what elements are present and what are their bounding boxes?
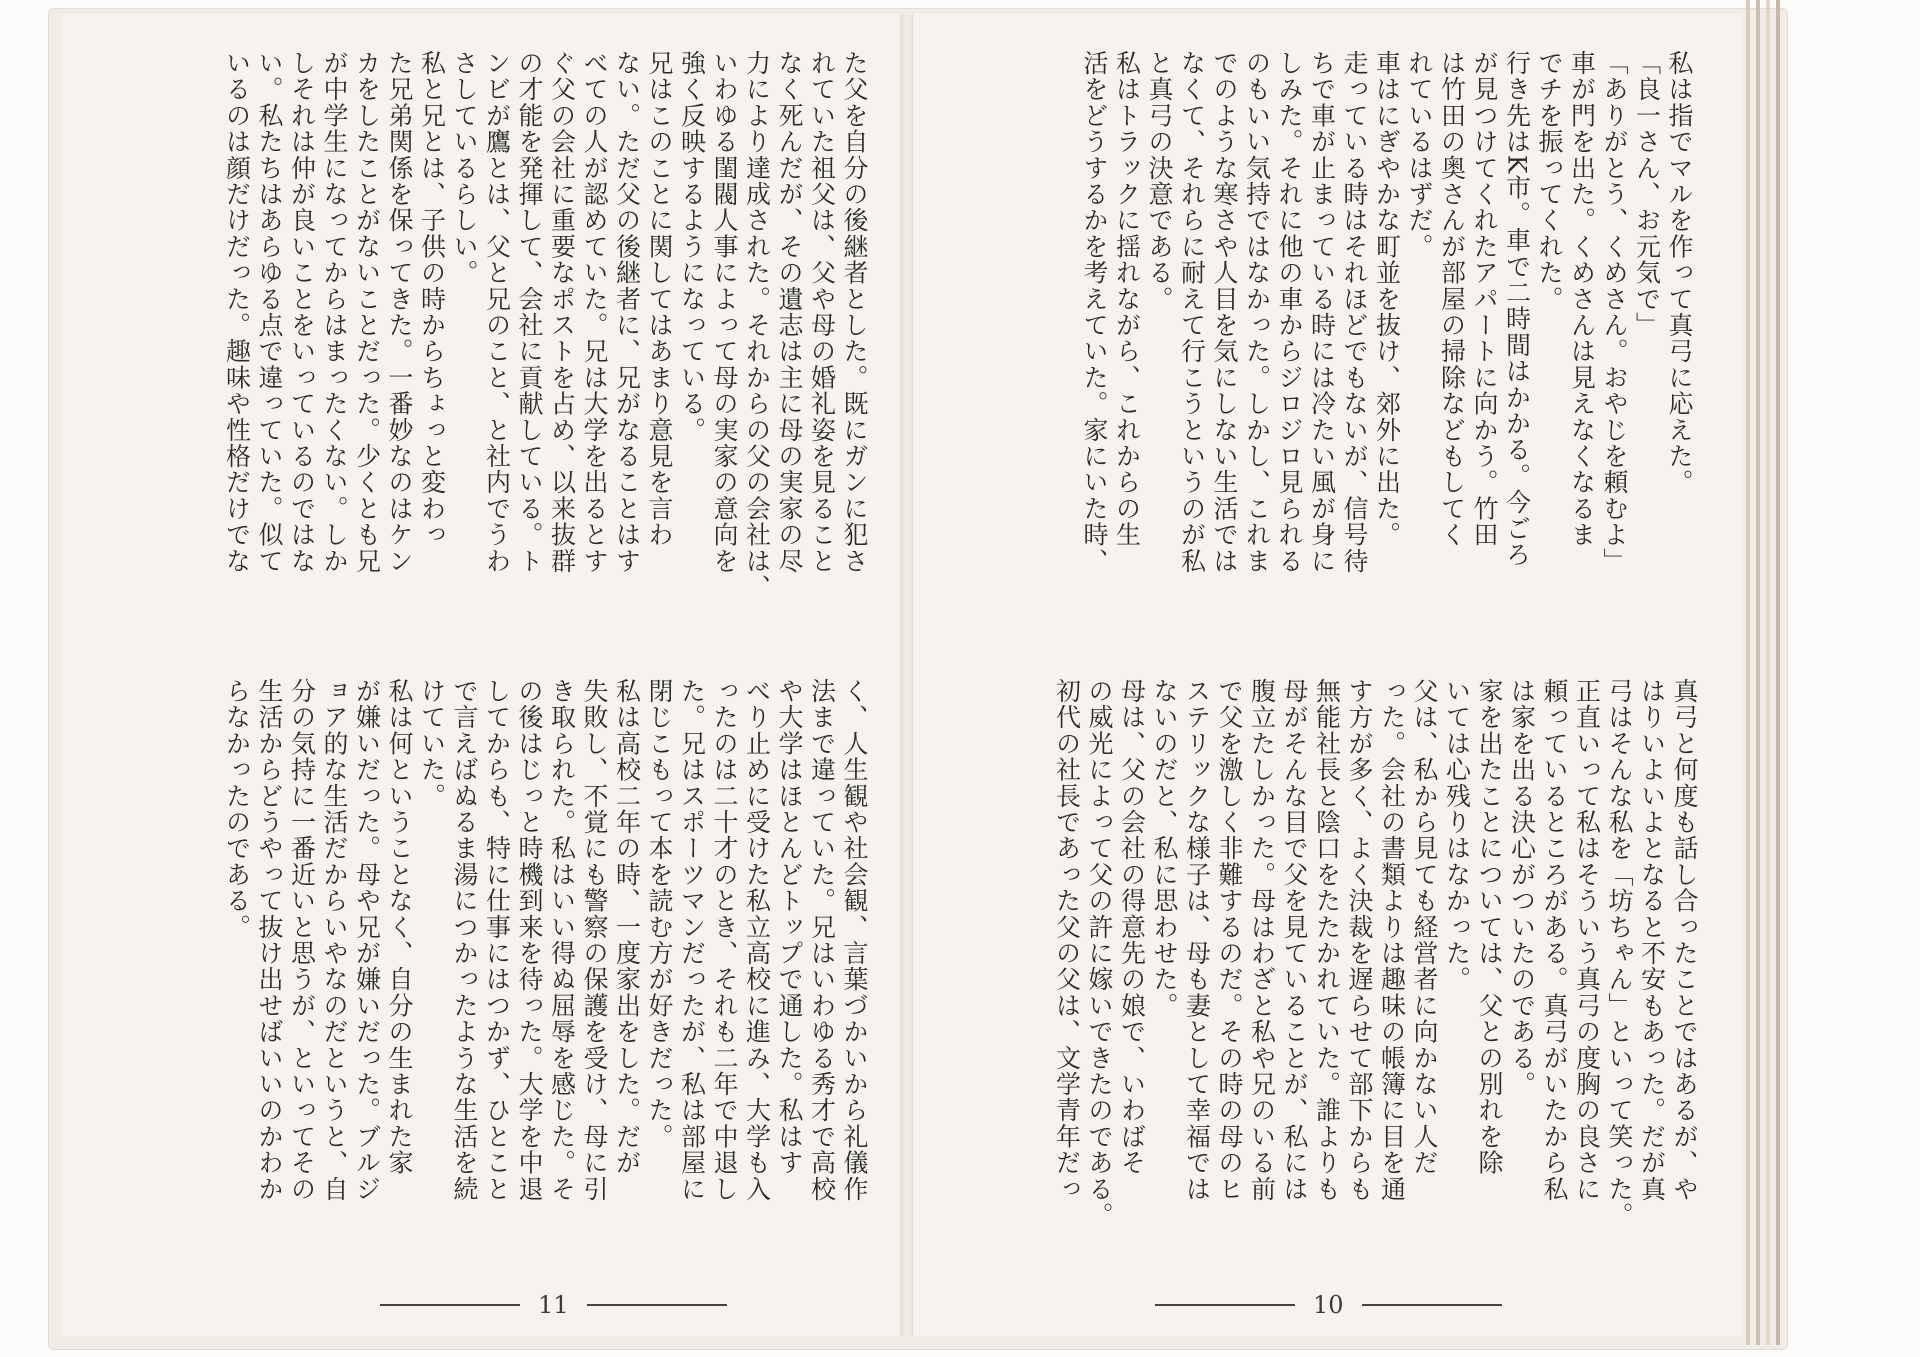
folio-rule bbox=[1362, 1304, 1502, 1306]
right-page-lower-text bbox=[940, 678, 1700, 1276]
text-line: 失敗し、不覚にも警察の保護を受け、母に引 bbox=[580, 678, 609, 1202]
text-line: 無能社長と陰口をたたかれていた。誰よりも bbox=[1312, 678, 1342, 1202]
text-line: 法まで違っていた。兄はいわゆる秀才で高校 bbox=[807, 678, 837, 1202]
text-line: なくて、それらに耐えて行こうというのが私 bbox=[1177, 50, 1207, 574]
page-edge bbox=[1756, 0, 1760, 1345]
text-line: 活をどうするかを考えていた。家にいた時、 bbox=[1080, 50, 1109, 574]
text-line: ちで車が止まっている時には冷たい風が身に bbox=[1307, 50, 1337, 574]
text-line: さしているらしい。 bbox=[450, 50, 479, 286]
text-line: 私は高校二年の時、一度家出をした。だが bbox=[612, 678, 642, 1176]
text-line: はりいよいよとなると不安もあった。だが真 bbox=[1637, 678, 1667, 1202]
left-page-folio bbox=[380, 1290, 727, 1320]
text-line: 閉じこもって本を読む方が好きだった。 bbox=[645, 678, 674, 1150]
text-line: べり止めに受けた私立高校に進み、大学も入 bbox=[742, 678, 772, 1202]
text-line: 私と兄とは、子供の時からちょっと変わっ bbox=[417, 50, 447, 548]
text-line: は家を出る決心がついたのである。 bbox=[1507, 678, 1537, 1098]
text-line: 私は指でマルを作って真弓に応えた。 bbox=[1665, 50, 1694, 496]
text-line: ぐ父の会社に重要なポストを占め、以来抜群 bbox=[547, 50, 577, 574]
text-line: 走っている時はそれほどでもないが、信号待 bbox=[1340, 50, 1369, 574]
text-line: と真弓の決意である。 bbox=[1145, 50, 1174, 312]
text-line: なく死んだが、その遺志は主に母の実家の尽 bbox=[775, 50, 804, 574]
text-line: ンビが鷹とは、父と兄のこと、と社内でうわ bbox=[482, 50, 512, 574]
text-line: 母がそんな目で父を見ていることが、私には bbox=[1280, 678, 1309, 1202]
text-line: 父は、私から見ても経営者に向かない人だ bbox=[1410, 678, 1439, 1176]
page-edge bbox=[1746, 0, 1750, 1345]
text-line: べての人が認めていた。兄は大学を出るとす bbox=[580, 50, 609, 574]
folio-rule bbox=[1155, 1304, 1295, 1306]
text-line: の才能を発揮して、会社に貢献している。ト bbox=[515, 50, 544, 574]
text-line: ったのは二十才のとき、それも二年で中退し bbox=[710, 678, 739, 1202]
text-line: が嫌いだった。母や兄が嫌いだった。ブルジ bbox=[352, 678, 382, 1202]
text-line: った。会社の書類よりは趣味の帳簿に目を通 bbox=[1377, 678, 1407, 1202]
text-line: 車が門を出た。くめさんは見えなくなるま bbox=[1567, 50, 1597, 548]
folio-rule bbox=[587, 1304, 727, 1306]
text-line: しみた。それに他の車からジロジロ見られる bbox=[1275, 50, 1304, 574]
text-line: 腹立たしかった。母はわざと私や兄のいる前 bbox=[1247, 678, 1277, 1202]
left-page-lower-text bbox=[130, 678, 870, 1276]
text-line: 車はにぎやかな町並を抜け、郊外に出た。 bbox=[1372, 50, 1402, 548]
text-line: 行き先はK市。車で二時間はかかる。今ごろ bbox=[1502, 50, 1532, 568]
text-line: 生活からどうやって抜け出せばいいのかわか bbox=[255, 678, 284, 1202]
text-line: けていた。 bbox=[417, 678, 447, 809]
text-line: す方が多く、よく決裁を遅らせて部下からも bbox=[1345, 678, 1374, 1202]
text-line: らなかったのである。 bbox=[222, 678, 252, 940]
text-line: く、人生観や社会観、言葉づかいから礼儀作 bbox=[840, 678, 869, 1202]
text-line: 私は何ということなく、自分の生まれた家 bbox=[385, 678, 414, 1176]
text-line: でのような寒さや人目を気にしない生活では bbox=[1210, 50, 1239, 574]
text-line: れているはずだ。 bbox=[1405, 50, 1434, 260]
text-line: 分の気持に一番近いと思うが、といってその bbox=[287, 678, 317, 1202]
right-page-folio bbox=[1155, 1290, 1502, 1320]
text-line: 「ありがとう、くめさん。おやじを頼むよ」 bbox=[1600, 50, 1629, 574]
text-line: き取られた。私はいい得ぬ屈辱を感じた。そ bbox=[547, 678, 577, 1202]
page-number: 11 bbox=[538, 1291, 569, 1319]
text-line: で言えばぬるま湯につかったような生活を続 bbox=[450, 678, 479, 1202]
text-line: 弓はそんな私を「坊ちゃん」といって笑った。 bbox=[1605, 678, 1634, 1229]
text-line: ないのだと、私に思わせた。 bbox=[1150, 678, 1179, 1019]
text-line: が中学生になってからはまったくない。しか bbox=[320, 50, 349, 574]
text-line: 母は、父の会社の得意先の娘で、いわばそ bbox=[1117, 678, 1147, 1176]
text-line: いては心残りはなかった。 bbox=[1442, 678, 1472, 993]
text-line: ョア的な生活だからいやなのだというと、自 bbox=[320, 678, 349, 1202]
text-line: 家を出たことについては、父との別れを除 bbox=[1475, 678, 1504, 1176]
text-line: の威光によって父の許に嫁いできたのである。 bbox=[1085, 678, 1114, 1229]
text-line: 私はトラックに揺れながら、これからの生 bbox=[1112, 50, 1142, 548]
page-edge bbox=[1776, 0, 1780, 1345]
text-line: のもいい気持ではなかった。しかし、これま bbox=[1242, 50, 1272, 574]
text-line: いわゆる閨閥人事によって母の実家の意向を bbox=[710, 50, 739, 574]
text-line: 初代の社長であった父の父は、文学青年だっ bbox=[1052, 678, 1082, 1202]
text-line: れていた祖父は、父や母の婚礼姿を見ること bbox=[807, 50, 837, 574]
text-line: た兄弟関係を保ってきた。一番妙なのはケン bbox=[385, 50, 414, 574]
text-line: た。兄はスポーツマンだったが、私は部屋に bbox=[677, 678, 707, 1202]
folio-rule bbox=[380, 1304, 520, 1306]
text-line: で父を激しく非難するのだ。その時の母のヒ bbox=[1215, 678, 1244, 1202]
text-line: カをしたことがないことだった。少くとも兄 bbox=[352, 50, 382, 574]
text-line: しそれは仲が良いことをいっているのではな bbox=[287, 50, 317, 574]
text-line: ステリックな様子は、母も妻として幸福では bbox=[1182, 678, 1212, 1202]
text-line: 頼っているところがある。真弓がいたから私 bbox=[1540, 678, 1569, 1202]
text-line: 力により達成された。それからの父の会社は、 bbox=[742, 50, 772, 601]
text-line: ない。ただ父の後継者に、兄がなることはす bbox=[612, 50, 642, 574]
text-line: は竹田の奥さんが部屋の掃除などもしてく bbox=[1437, 50, 1467, 548]
text-line: 真弓と何度も話し合ったことではあるが、や bbox=[1670, 678, 1699, 1202]
right-page-upper-text bbox=[1035, 50, 1695, 668]
text-line: い。私たちはあらゆる点で違っていた。似て bbox=[255, 50, 284, 574]
text-line: でチを振ってくれた。 bbox=[1535, 50, 1564, 312]
text-line: 兄はこのことに関してはあまり意見を言わ bbox=[645, 50, 674, 548]
text-line: が見つけてくれたアパートに向かう。竹田 bbox=[1470, 50, 1499, 548]
text-line: いるのは顔だけだった。趣味や性格だけでな bbox=[222, 50, 252, 574]
page-number: 10 bbox=[1313, 1291, 1344, 1319]
page-edge bbox=[1766, 0, 1770, 1345]
left-page-upper-text bbox=[130, 50, 870, 668]
text-line: や大学はほとんどトップで通した。私はす bbox=[775, 678, 804, 1176]
text-line: 強く反映するようになっている。 bbox=[677, 50, 707, 443]
text-line: してからも、特に仕事にはつかず、ひとこと bbox=[482, 678, 512, 1202]
text-line: た父を自分の後継者とした。既にガンに犯さ bbox=[840, 50, 869, 574]
text-line: の後はじっと時機到来を待った。大学を中退 bbox=[515, 678, 544, 1202]
text-line: 正直いって私はそういう真弓の度胸の良さに bbox=[1572, 678, 1602, 1202]
text-line: 「良一さん、お元気で」 bbox=[1632, 50, 1662, 339]
